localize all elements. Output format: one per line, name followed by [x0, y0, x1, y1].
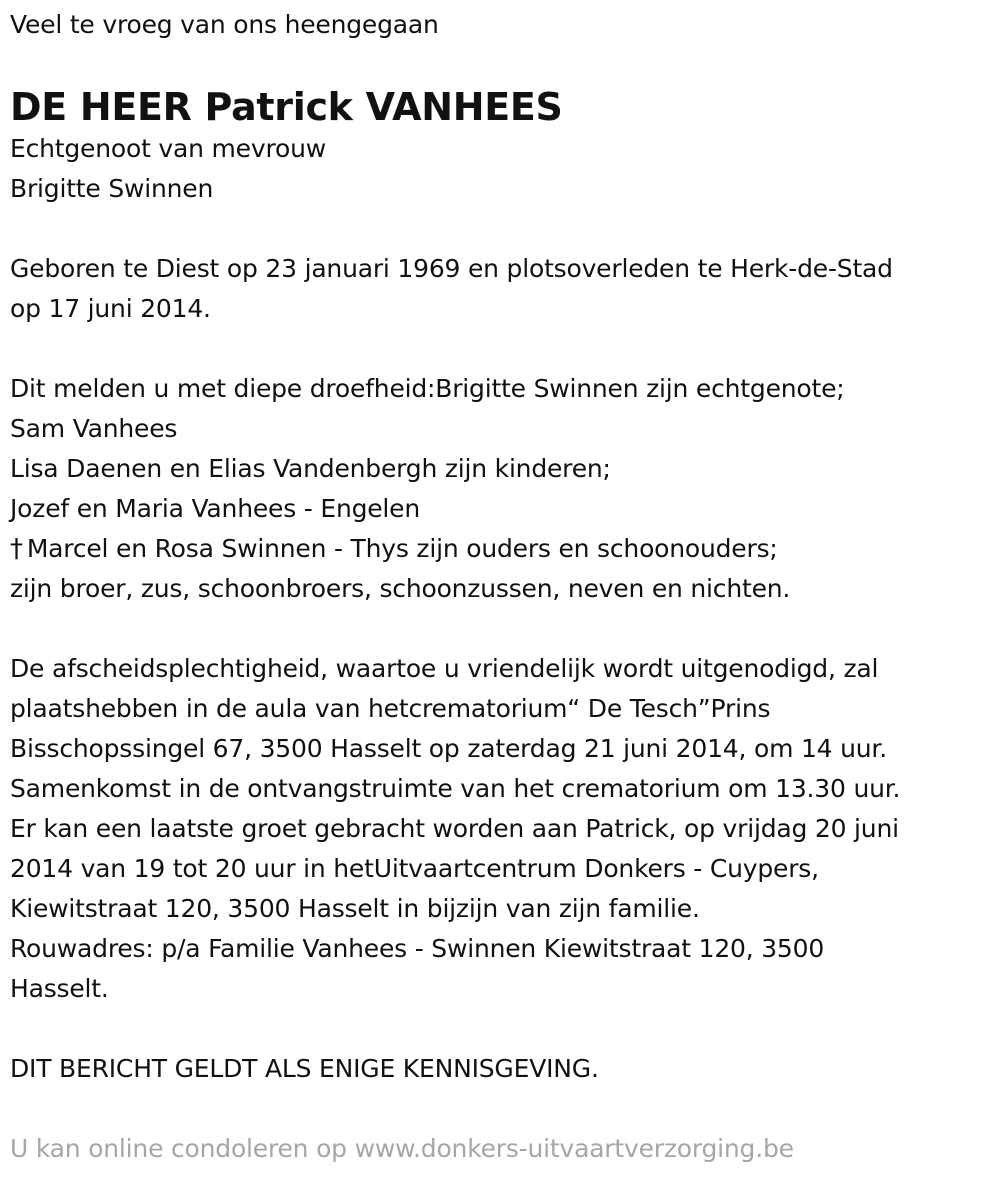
family-line-1: Dit melden u met diepe droefheid:Brigitte Swinnen zijn echtgenote; [10, 374, 845, 403]
family-section [10, 369, 995, 609]
ceremony-line-1: De afscheidsplechtigheid, waartoe u vriendelijk wordt uitgenodigd, zal [10, 654, 879, 683]
family-line-5-text: Marcel en Rosa Swinnen - Thys zijn ouders en schoonouders; [26, 534, 778, 563]
ceremony-line-7: Kiewitstraat 120, 3500 Hasselt in bijzijn van zijn familie. [10, 894, 700, 923]
birth-line-2: op 17 juni 2014. [10, 294, 211, 323]
spacer [10, 1009, 995, 1049]
ceremony-line-3: Bisschopssingel 67, 3500 Hasselt op zaterdag 21 juni 2014, om 14 uur. [10, 734, 887, 763]
spouse-line-2: Brigitte Swinnen [10, 174, 214, 203]
spacer [10, 1089, 995, 1129]
deceased-name: DE HEER Patrick VANHEES [10, 85, 563, 129]
notice-text: DIT BERICHT GELDT ALS ENIGE KENNISGEVING. [10, 1054, 599, 1083]
ceremony-line-4: Samenkomst in de ontvangstruimte van het crematorium om 13.30 uur. [10, 774, 901, 803]
family-line-4: Jozef en Maria Vanhees - Engelen [10, 494, 421, 523]
family-line-5 [10, 529, 995, 569]
spacer [10, 329, 995, 369]
ceremony-line-2: plaatshebben in de aula van hetcrematorium“ De Tesch”Prins [10, 694, 771, 723]
family-line-3: Lisa Daenen en Elias Vandenbergh zijn kinderen; [10, 454, 611, 483]
ceremony-line-9: Hasselt. [10, 974, 109, 1003]
family-line-6: zijn broer, zus, schoonbroers, schoonzussen, neven en nichten. [10, 574, 791, 603]
ceremony-section [10, 649, 995, 1009]
intro-text: Veel te vroeg van ons heengegaan [10, 10, 439, 39]
spacer [10, 609, 995, 649]
family-line-2: Sam Vanhees [10, 414, 178, 443]
obituary-document [10, 0, 995, 1169]
ceremony-line-5: Er kan een laatste groet gebracht worden aan Patrick, op vrijdag 20 juni [10, 814, 899, 843]
spacer [10, 209, 995, 249]
ceremony-line-6: 2014 van 19 tot 20 uur in hetUitvaartcentrum Donkers - Cuypers, [10, 854, 819, 883]
ceremony-line-8: Rouwadres: p/a Familie Vanhees - Swinnen Kiewitstraat 120, 3500 [10, 934, 825, 963]
cross-icon: † [10, 534, 23, 564]
birth-line-1: Geboren te Diest op 23 januari 1969 en plotsoverleden te Herk-de-Stad [10, 254, 893, 283]
spouse-line-1: Echtgenoot van mevrouw [10, 134, 326, 163]
condolence-link-text[interactable]: U kan online condoleren op www.donkers-uitvaartverzorging.be [10, 1134, 794, 1163]
